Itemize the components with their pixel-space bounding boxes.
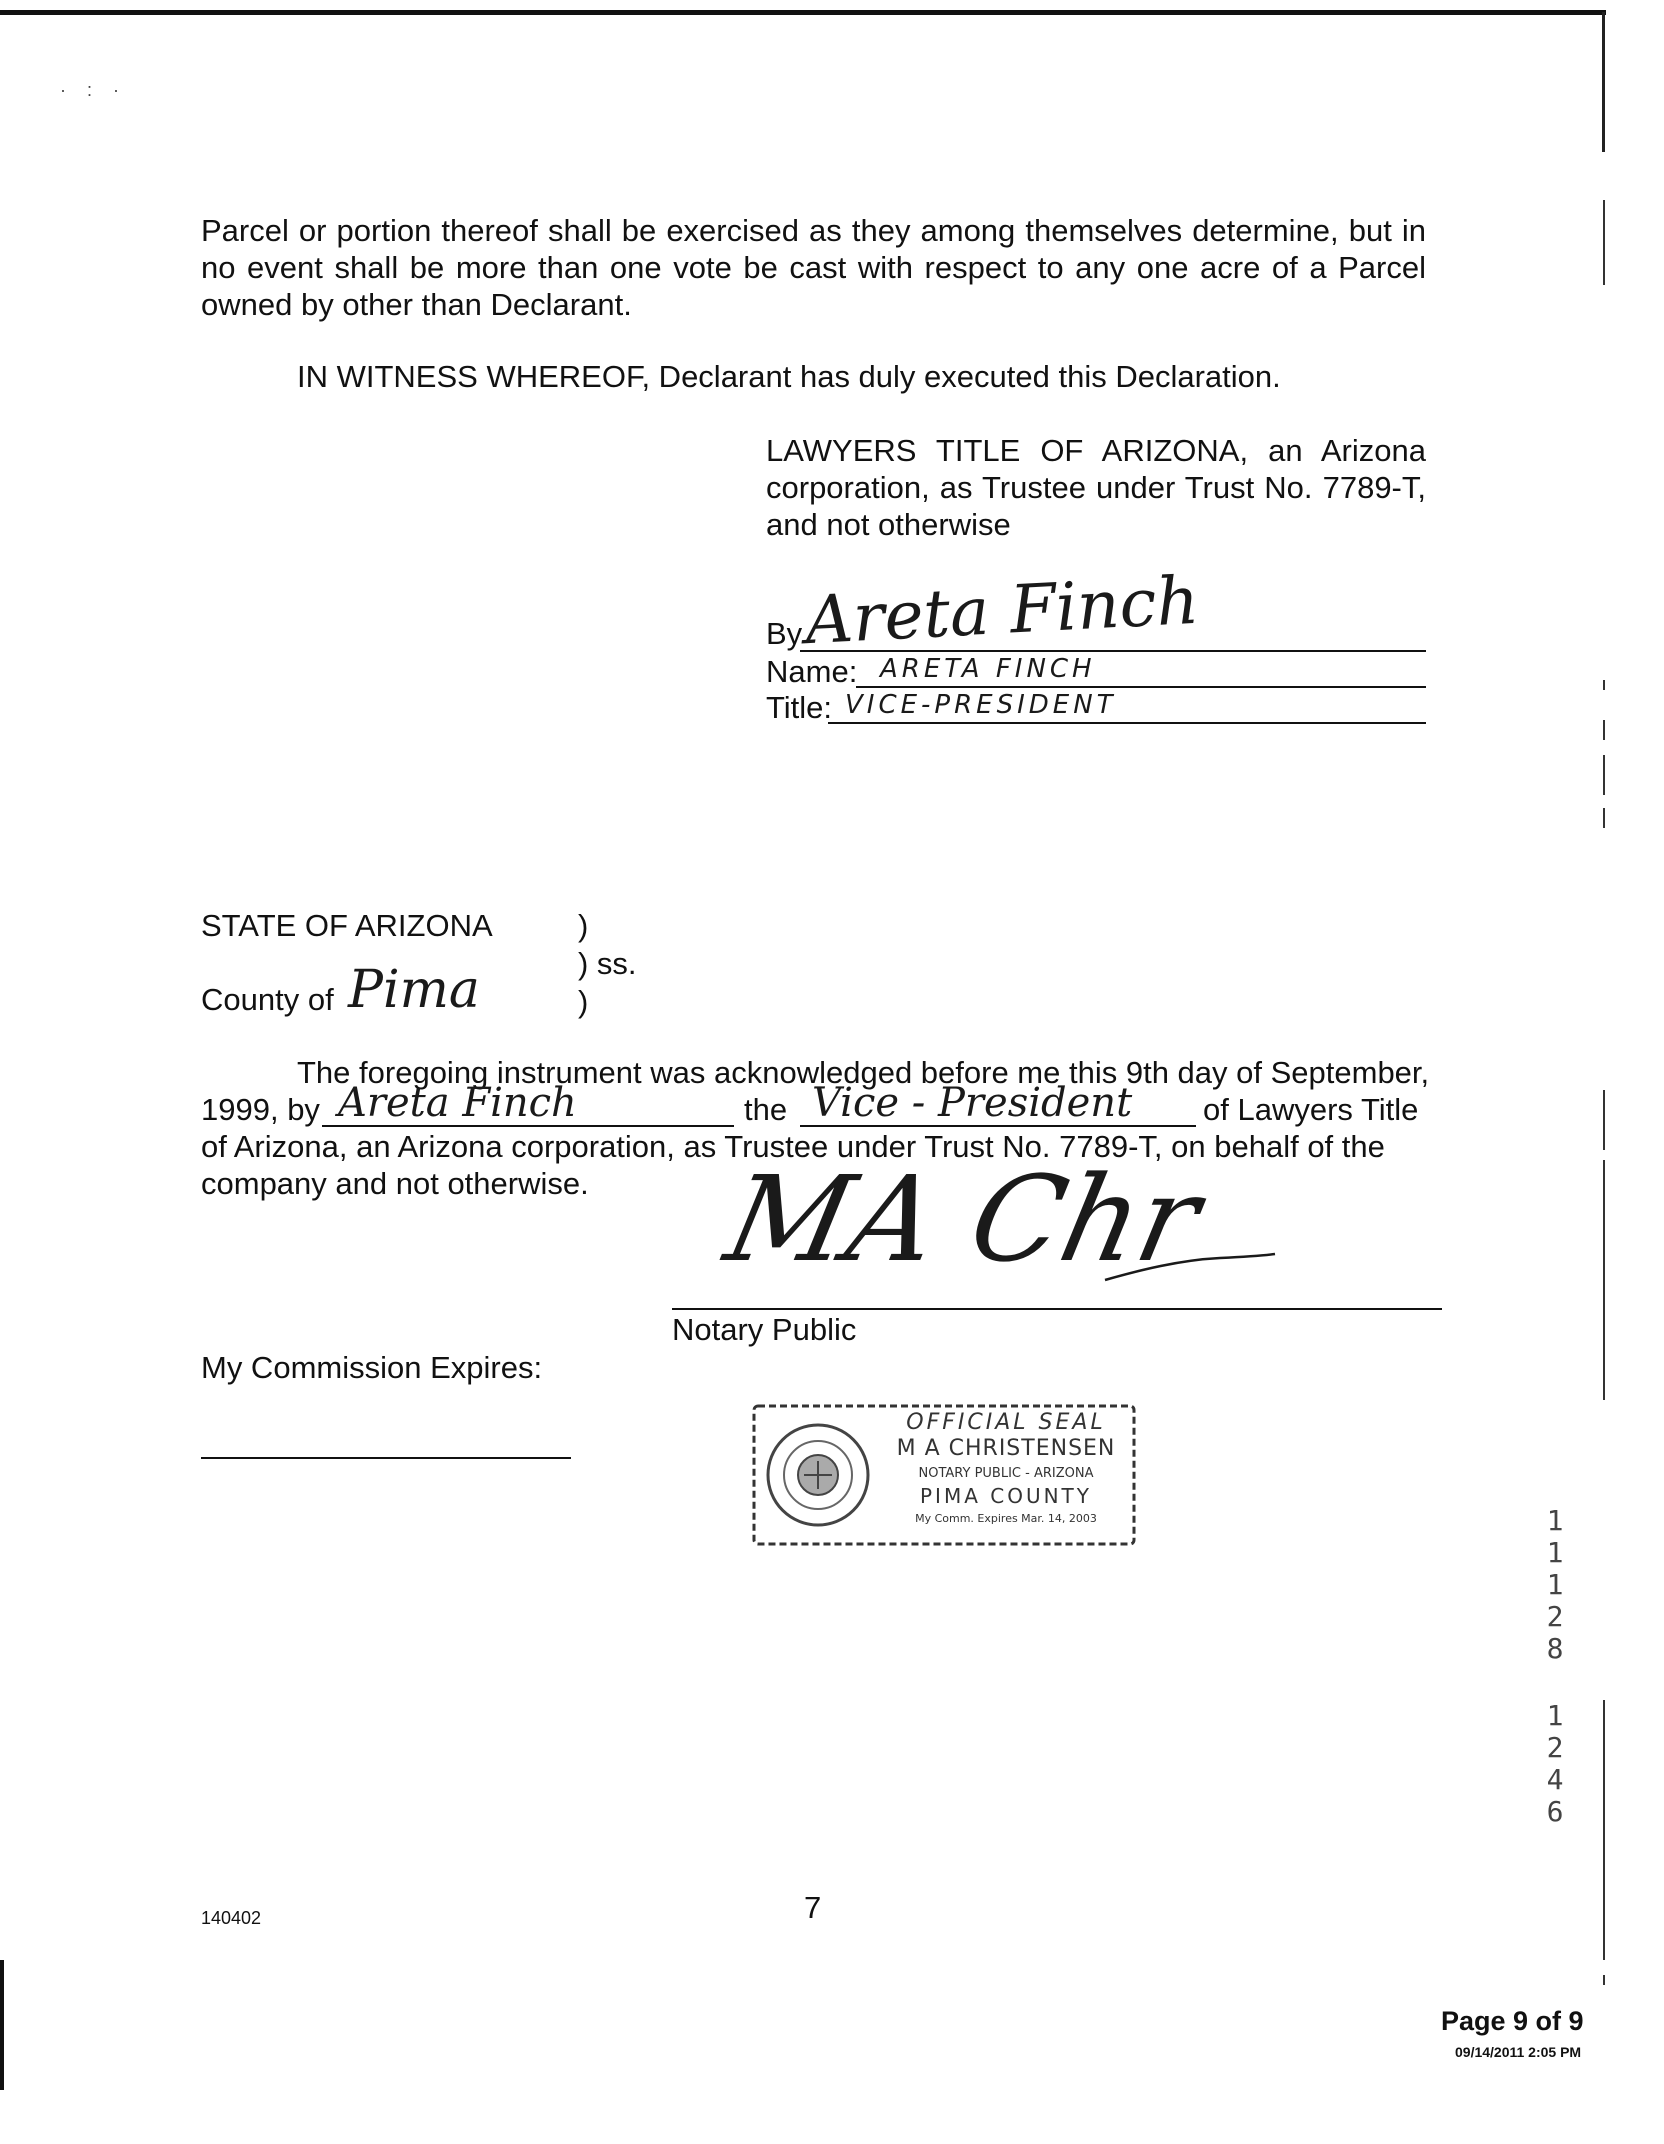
title-line bbox=[828, 722, 1426, 724]
title-value: VICE-PRESIDENT bbox=[845, 690, 1117, 720]
by-signature-line bbox=[800, 650, 1426, 652]
paragraph-continuation: Parcel or portion thereof shall be exercised as they among themselves determine, but in no event shall be more than one vote be cast with respect to any one acre of a Parcel owned by other than Declarant. bbox=[201, 213, 1426, 322]
venue-paren-top: ) bbox=[578, 908, 589, 943]
by-label: By bbox=[766, 616, 803, 651]
scan-mark bbox=[1603, 720, 1605, 740]
name-line bbox=[856, 686, 1426, 688]
seal-line3: NOTARY PUBLIC - ARIZONA bbox=[918, 1466, 1094, 1481]
stamp-digit: 1 bbox=[1546, 1536, 1564, 1569]
document-id: 140402 bbox=[201, 1908, 262, 1928]
ack-line1: The foregoing instrument was acknowledged before me this 9th day of September, bbox=[297, 1055, 1430, 1090]
notary-signature-line bbox=[672, 1308, 1442, 1310]
ack-role-line bbox=[800, 1125, 1196, 1127]
seal-line4: PIMA COUNTY bbox=[920, 1484, 1092, 1508]
venue-paren-bottom: ) bbox=[578, 984, 589, 1019]
stamp-digit: 2 bbox=[1546, 1600, 1564, 1633]
name-label: Name: bbox=[766, 654, 858, 689]
notary-label: Notary Public bbox=[672, 1312, 857, 1347]
signatory-signature: Areta Finch bbox=[803, 561, 1201, 660]
scan-specks: · : · bbox=[60, 80, 127, 100]
signatory-corporation: LAWYERS TITLE OF ARIZONA, an Arizona corporation, as Trustee under Trust No. 7789-T, and not otherwise bbox=[766, 433, 1426, 542]
seal-line5: My Comm. Expires Mar. 14, 2003 bbox=[915, 1512, 1097, 1525]
margin-recording-stamp-lower bbox=[1540, 1700, 1570, 1828]
name-value: ARETA FINCH bbox=[880, 654, 1096, 684]
title-label: Title: bbox=[766, 690, 833, 725]
ack-line3: of Arizona, an Arizona corporation, as Trustee under Trust No. 7789-T, on behalf of the bbox=[201, 1129, 1385, 1164]
stamp-digit: 6 bbox=[1546, 1795, 1564, 1828]
scan-mark bbox=[1603, 1160, 1605, 1400]
signature-flourish bbox=[1100, 1230, 1280, 1290]
scan-mark bbox=[1603, 1975, 1605, 1985]
stamp-digit: 1 bbox=[1546, 1568, 1564, 1601]
fax-timestamp: 09/14/2011 2:05 PM bbox=[1455, 2044, 1582, 2060]
ack-signer-line bbox=[322, 1125, 734, 1127]
scan-mark bbox=[1603, 1090, 1605, 1150]
stamp-digit: 1 bbox=[1546, 1699, 1564, 1732]
scan-left-edge bbox=[0, 1960, 4, 2090]
ack-prefix: 1999, by bbox=[201, 1092, 320, 1127]
scan-mark bbox=[1603, 200, 1605, 285]
scan-mark bbox=[1603, 1700, 1605, 1960]
ack-the: the bbox=[744, 1092, 788, 1127]
stamp-digit: 8 bbox=[1546, 1632, 1564, 1665]
page-number: 7 bbox=[804, 1890, 822, 1925]
county-label: County of bbox=[201, 982, 334, 1017]
witness-clause: IN WITNESS WHEREOF, Declarant has duly executed this Declaration. bbox=[297, 359, 1281, 394]
scan-mark bbox=[1603, 755, 1605, 795]
fax-page-count: Page 9 of 9 bbox=[1441, 2006, 1584, 2036]
ack-signer: Areta Finch bbox=[338, 1080, 577, 1126]
notary-signature: MA Chr bbox=[715, 1150, 1211, 1288]
ack-role: Vice - President bbox=[812, 1080, 1133, 1126]
margin-recording-stamp-upper bbox=[1540, 1505, 1570, 1665]
commission-label: My Commission Expires: bbox=[201, 1350, 543, 1385]
state-label: STATE OF ARIZONA bbox=[201, 908, 493, 943]
scan-top-border bbox=[0, 10, 1606, 15]
commission-line bbox=[201, 1457, 571, 1459]
county-value: Pima bbox=[348, 960, 480, 1020]
notary-seal bbox=[748, 1400, 1140, 1550]
scan-right-edge bbox=[1602, 12, 1605, 152]
venue-ss: ) ss. bbox=[578, 946, 637, 981]
seal-line2: M A CHRISTENSEN bbox=[896, 1436, 1116, 1461]
seal-line1: OFFICIAL SEAL bbox=[906, 1410, 1106, 1435]
stamp-digit: 1 bbox=[1546, 1504, 1564, 1537]
ack-suffix: of Lawyers Title bbox=[1203, 1092, 1419, 1127]
stamp-digit: 4 bbox=[1546, 1763, 1564, 1796]
stamp-digit: 2 bbox=[1546, 1731, 1564, 1764]
scan-mark bbox=[1603, 680, 1605, 690]
ack-line4: company and not otherwise. bbox=[201, 1166, 589, 1201]
scan-mark bbox=[1603, 808, 1605, 828]
